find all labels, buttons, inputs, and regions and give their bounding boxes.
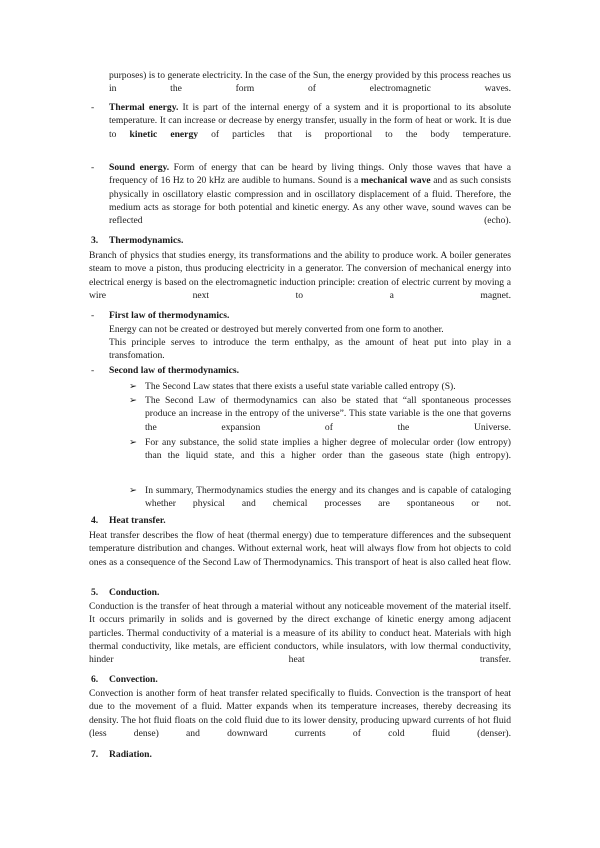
arrow-bullet-icon: ➢ xyxy=(129,395,138,406)
dash-bullet: - xyxy=(91,365,95,376)
second-law-item-3: For any substance, the solid state implies a higher degree of molecular order (low entropy) than the liquid state, and this a higher order than the gaseous state (high entropy). xyxy=(145,437,511,462)
arrow-bullet-icon: ➢ xyxy=(129,437,138,448)
thermal-energy-paragraph xyxy=(109,101,511,154)
convection-paragraph: Convection is another form of heat transfer related specifically to fluids. Convection is the transport of heat due to the movement of a fluid. Matter expands when its temperature increases, thereby decreasing its density. The hot fluid floats on the cold fluid due to its lower density, producing upward currents of hot fluid (less dense) and downward currents of cold fluid (denser). xyxy=(89,688,511,740)
dash-bullet: - xyxy=(91,102,95,113)
section-6-number: 6. xyxy=(91,674,99,685)
sound-energy-paragraph xyxy=(109,161,511,241)
section-3-number: 3. xyxy=(91,235,99,246)
sound-energy-text-1: Form of energy that can be heard by living things. Only those waves that have a frequency of 16 Hz to 20 kHz are audible to humans. Sound is a xyxy=(109,162,511,187)
section-5-number: 5. xyxy=(91,587,99,598)
second-law-item-4: In summary, Thermodynamics studies the energy and its changes and is capable of cataloging whether physical and chemical processes are spontaneous or not. xyxy=(145,485,511,510)
kinetic-energy-term: kinetic energy xyxy=(129,128,199,140)
section-7-title: Radiation. xyxy=(109,749,152,760)
section-3-title: Thermodynamics. xyxy=(109,235,184,246)
continuation-paragraph: purposes) is to generate electricity. In the case of the Sun, the energy provided by this process reaches us in the form of electromagnetic waves. xyxy=(109,70,511,95)
section-6-title: Convection. xyxy=(109,674,158,685)
dash-bullet: - xyxy=(91,310,95,321)
heat-transfer-paragraph: Heat transfer describes the flow of heat (thermal energy) due to temperature differences and the subsequent temperature distribution and changes. Without external work, heat will always flow from hot objects to cold ones as a consequence of the Second Law of Thermodynamics. This transport of heat is also called heat flow. xyxy=(89,530,511,568)
sound-energy-term: Sound energy. xyxy=(109,162,170,173)
mechanical-wave-term: mechanical wave xyxy=(360,175,431,187)
thermal-energy-term: Thermal energy. xyxy=(109,102,179,113)
thermal-energy-text-1: It is part of the internal energy of a system and it is proportional to its absolute temperature. It can increase or decrease by energy transfer, usually in the form of heat or work. It is due to xyxy=(109,102,511,140)
first-law-line-2: This principle serves to introduce the term enthalpy, as the amount of heat put into play in a transfomation. xyxy=(109,337,511,362)
conduction-paragraph: Conduction is the transfer of heat through a material without any noticeable movement of the material itself. It occurs primarily in solids and is governed by the direct exchange of kinetic energy among adjacent particles. Thermal conductivity of a material is a measure of its ability to conduct heat. Materials with high thermal conductivity, like metals, are efficient conductors, while insulators, with low thermal conductivity, hinder heat transfer. xyxy=(89,601,511,666)
first-law-line-1: Energy can not be created or destroyed but merely converted from one form to another. xyxy=(109,324,444,335)
thermodynamics-intro: Branch of physics that studies energy, its transformations and the ability to produce work. A boiler generates steam to move a piston, thus producing electricity in a generator. The conversion of mechanical energy into electrical energy is based on the electromagnetic induction principle: creation of electric current by moving a wire next to a magnet. xyxy=(89,250,511,302)
first-law-title: First law of thermodynamics. xyxy=(109,310,230,321)
second-law-item-2: The Second Law of thermodynamics can also be stated that “all spontaneous processes produce an increase in the entropy of the universe”. This state variable is the one that governs the expansion of the Universe. xyxy=(145,395,511,433)
second-law-title: Second law of thermodynamics. xyxy=(109,365,240,376)
second-law-item-1: The Second Law states that there exists a useful state variable called entropy (S). xyxy=(145,381,456,392)
dash-bullet: - xyxy=(91,162,95,173)
arrow-bullet-icon: ➢ xyxy=(129,381,138,392)
section-4-title: Heat transfer. xyxy=(109,515,166,526)
sound-energy-text-2: and as such consists physically in oscillatory elastic compression and in oscillatory displacement of a fluid. Therefore, the medium acts as storage for both potential and kinetic energy. As any other wave, sound waves can be reflected (echo). xyxy=(109,175,512,227)
thermal-energy-text-2: of particles that is proportional to the body temperature. xyxy=(198,128,511,140)
section-7-number: 7. xyxy=(91,749,99,760)
arrow-bullet-icon: ➢ xyxy=(129,485,138,496)
section-5-title: Conduction. xyxy=(109,587,160,598)
section-4-number: 4. xyxy=(91,515,99,526)
